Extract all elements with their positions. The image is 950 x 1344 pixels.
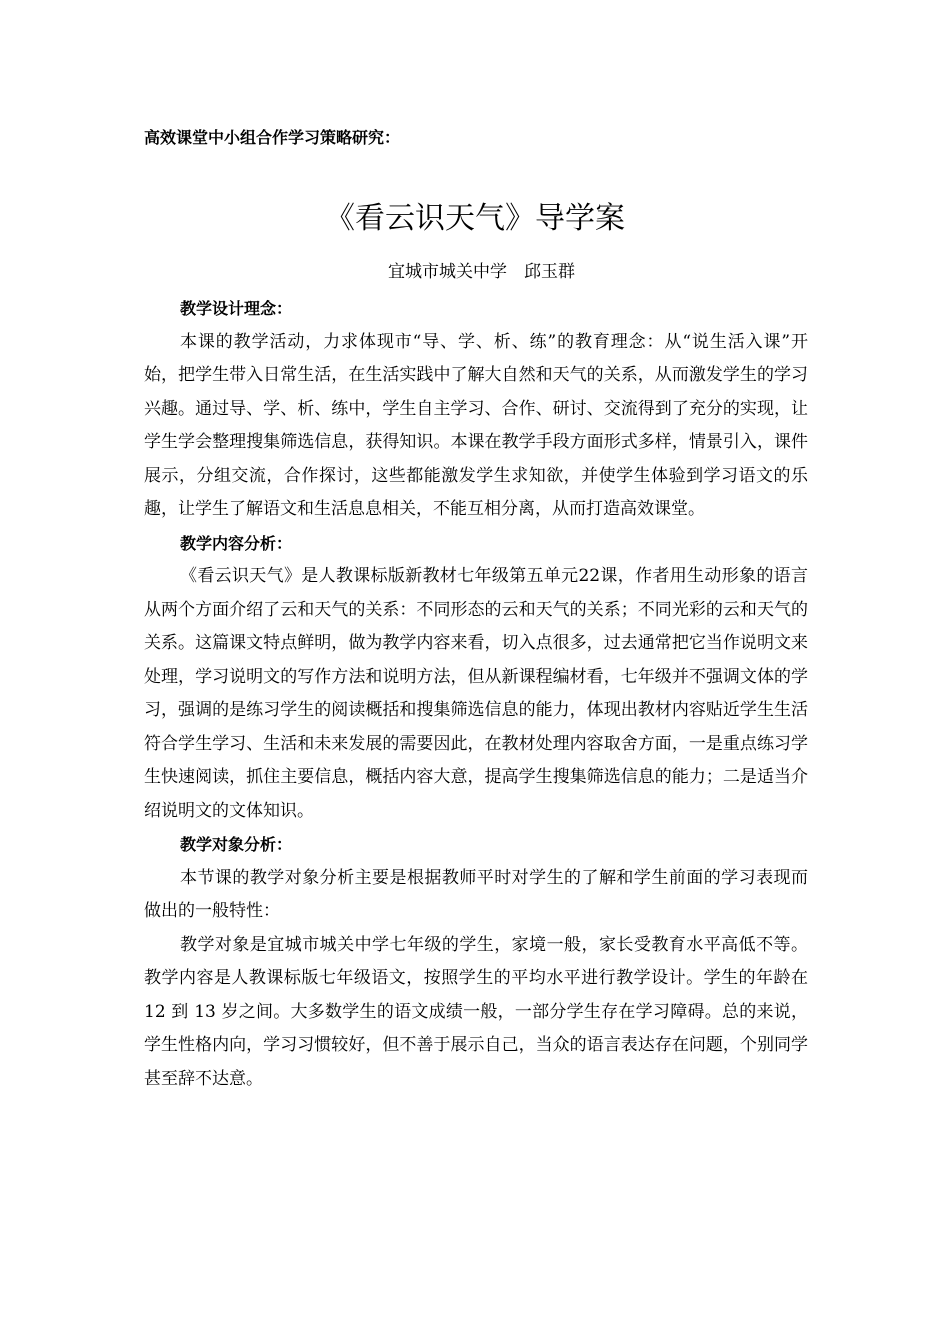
document-body xyxy=(144,292,808,1096)
paragraph: 教学对象是宜城市城关中学七年级的学生，家境一般，家长受教育水平高低不等。教学内容是人教课标版七年级语文，按照学生的平均水平进行教学设计。学生的年龄在 12 到 13 岁之间。大多数学生的语文成绩一般，一部分学生存在学习障碍。总的来说，学生性格内向，学习习惯较好，但不善于展示自己，当众的语言表达存在问题，个别同学甚至辞不达意。 xyxy=(144,934,808,1089)
section-content-analysis xyxy=(144,527,808,829)
section-heading: 教学内容分析： xyxy=(180,533,293,553)
author-line: 宜城市城关中学 邱玉群 xyxy=(388,262,575,282)
section-heading: 教学设计理念： xyxy=(180,299,293,318)
section-heading: 教学对象分析： xyxy=(180,835,293,854)
paragraph: 本节课的教学对象分析主要是根据教师平时对学生的了解和学生前面的学习表现而做出的一般特性： xyxy=(144,867,808,921)
section-design-concept xyxy=(144,292,808,527)
section-audience-analysis xyxy=(144,828,808,1096)
research-title: 高效课堂中小组合作学习策略研究： xyxy=(144,128,401,147)
page-title: 《看云识天气》导学案 xyxy=(325,201,625,236)
paragraph: 《看云识天气》是人教课标版新教材七年级第五单元22课，作者用生动形象的语言从两个方面介绍了云和天气的关系：不同形态的云和天气的关系；不同光彩的云和天气的关系。这篇课文特点鲜明，做为教学内容来看，切入点很多，过去通常把它当作说明文来处理，学习说明文的写作方法和说明方法，但从新课程编材看，七年级并不强调文体的学习，强调的是练习学生的阅读概括和搜集筛选信息的能力，体现出教材内容贴近学生生活符合学生学习、生活和未来发展的需要因此，在教材处理内容取舍方面，一是重点练习学生快速阅读，抓住主要信息，概括内容大意，提高学生搜集筛选信息的能力；二是适当介绍说明文的文体知识。 xyxy=(144,566,808,821)
paragraph: 本课的教学活动，力求体现市“导、学、析、练”的教育理念：从“说生活入课”开始，把学生带入日常生活，在生活实践中了解大自然和天气的关系，从而激发学生的学习兴趣。通过导、学、析、练中，学生自主学习、合作、研讨、交流得到了充分的实现，让学生学会整理搜集筛选信息，获得知识。本课在教学手段方面形式多样，情景引入，课件展示，分组交流，合作探讨，这些都能激发学生求知欲，并使学生体验到学习语文的乐趣，让学生了解语文和生活息息相关，不能互相分离，从而打造高效课堂。 xyxy=(144,331,808,519)
